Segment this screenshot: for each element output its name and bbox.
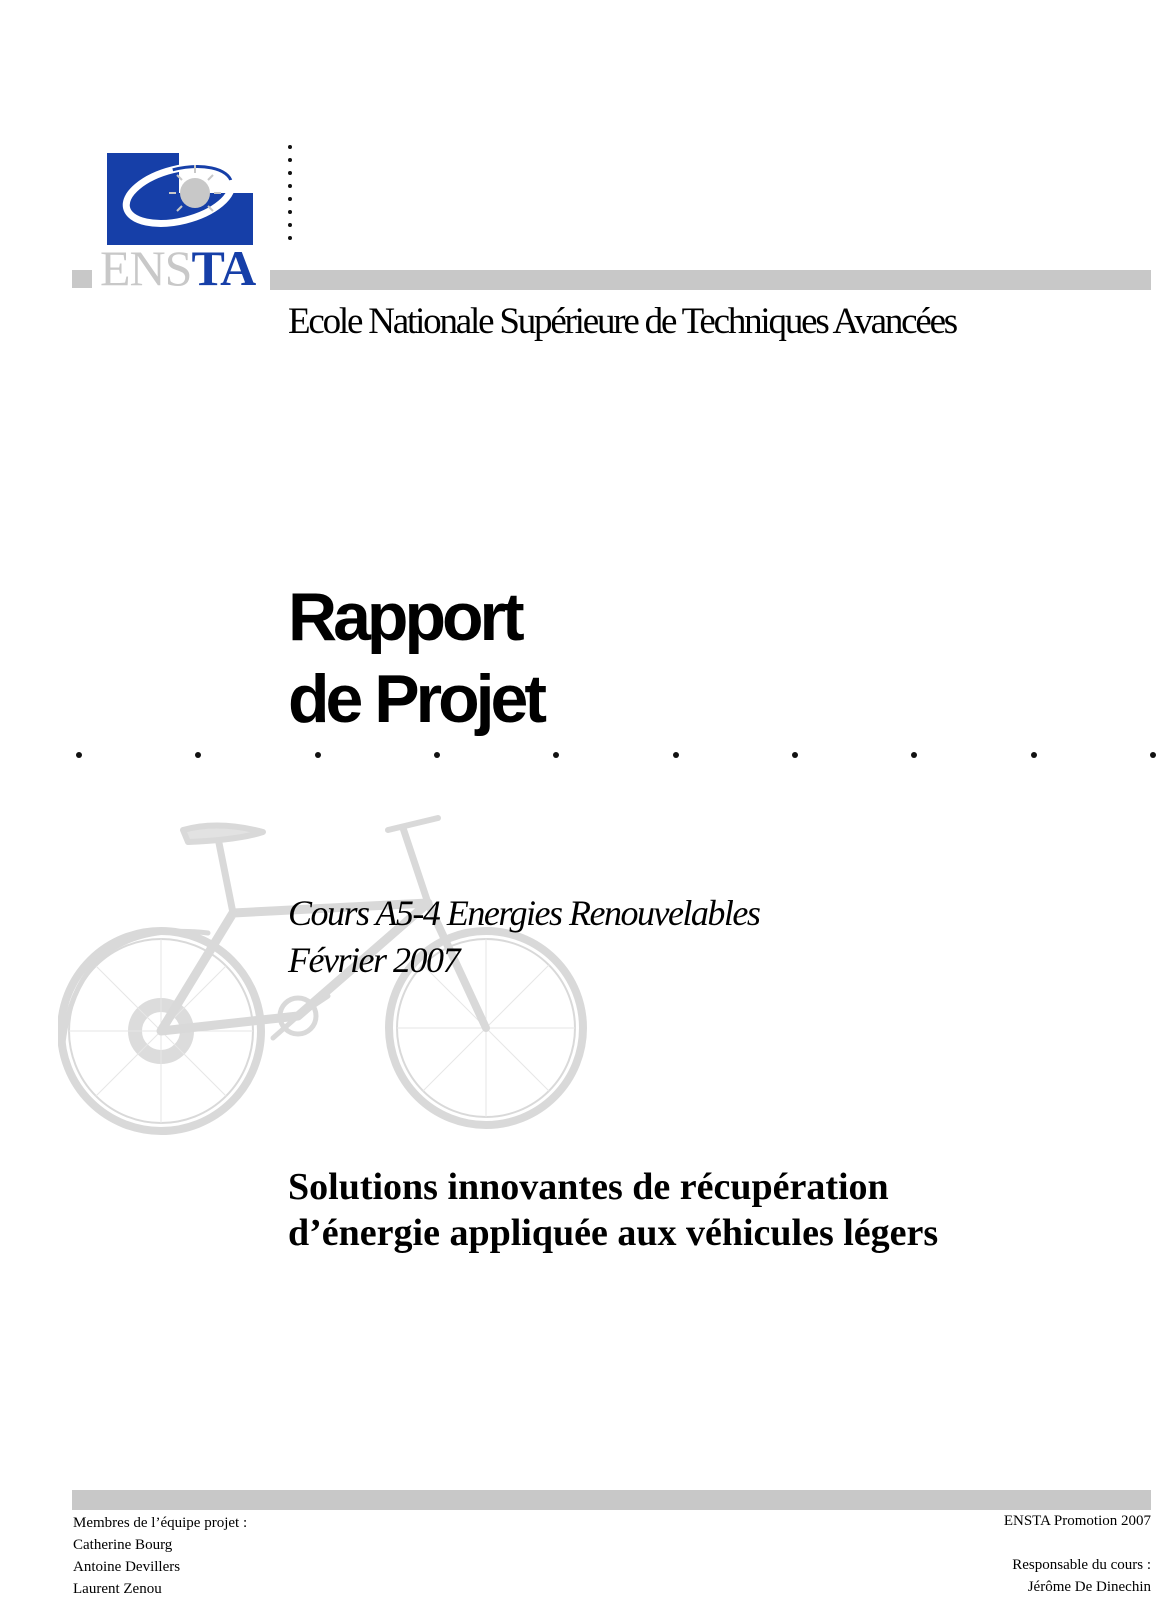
- team-member: Laurent Zenou: [73, 1581, 162, 1597]
- project-subtitle: [288, 1164, 938, 1256]
- logo-gray-square: [72, 270, 92, 288]
- supervisor-name: Jérôme De Dinechin: [1027, 1579, 1151, 1595]
- course-info: [288, 890, 759, 984]
- team-member: Catherine Bourg: [73, 1537, 173, 1553]
- team-member: Antoine Devillers: [73, 1559, 181, 1575]
- supervisor-label: Responsable du cours :: [1012, 1557, 1151, 1573]
- header-gray-bar: [270, 270, 1151, 290]
- horizontal-dotted-divider: [76, 752, 1156, 760]
- promotion-supervisor-block: [1004, 1510, 1151, 1598]
- team-label: Membres de l’équipe projet :: [73, 1515, 248, 1531]
- team-members-block: [73, 1512, 247, 1600]
- report-title-line2: de Projet: [288, 661, 543, 737]
- report-title: [288, 576, 543, 740]
- report-title-line1: Rapport: [288, 579, 521, 655]
- wordmark-gray-part: ENS: [100, 240, 192, 296]
- ensta-wordmark: [100, 240, 255, 296]
- vertical-dotted-divider: [288, 145, 296, 255]
- project-subtitle-line2: d’énergie appliquée aux véhicules légers: [288, 1212, 939, 1254]
- wordmark-blue-part: TA: [191, 240, 256, 296]
- promotion-label: ENSTA Promotion 2007: [1003, 1513, 1151, 1529]
- project-subtitle-line1: Solutions innovantes de récupération: [288, 1166, 889, 1208]
- ensta-logo-emblem: [107, 153, 253, 245]
- footer-gray-bar: [72, 1490, 1151, 1510]
- school-name: Ecole Nationale Supérieure de Techniques Avancées: [288, 301, 957, 342]
- course-date: Février 2007: [288, 940, 459, 980]
- course-name: Cours A5-4 Energies Renouvelables: [288, 893, 760, 933]
